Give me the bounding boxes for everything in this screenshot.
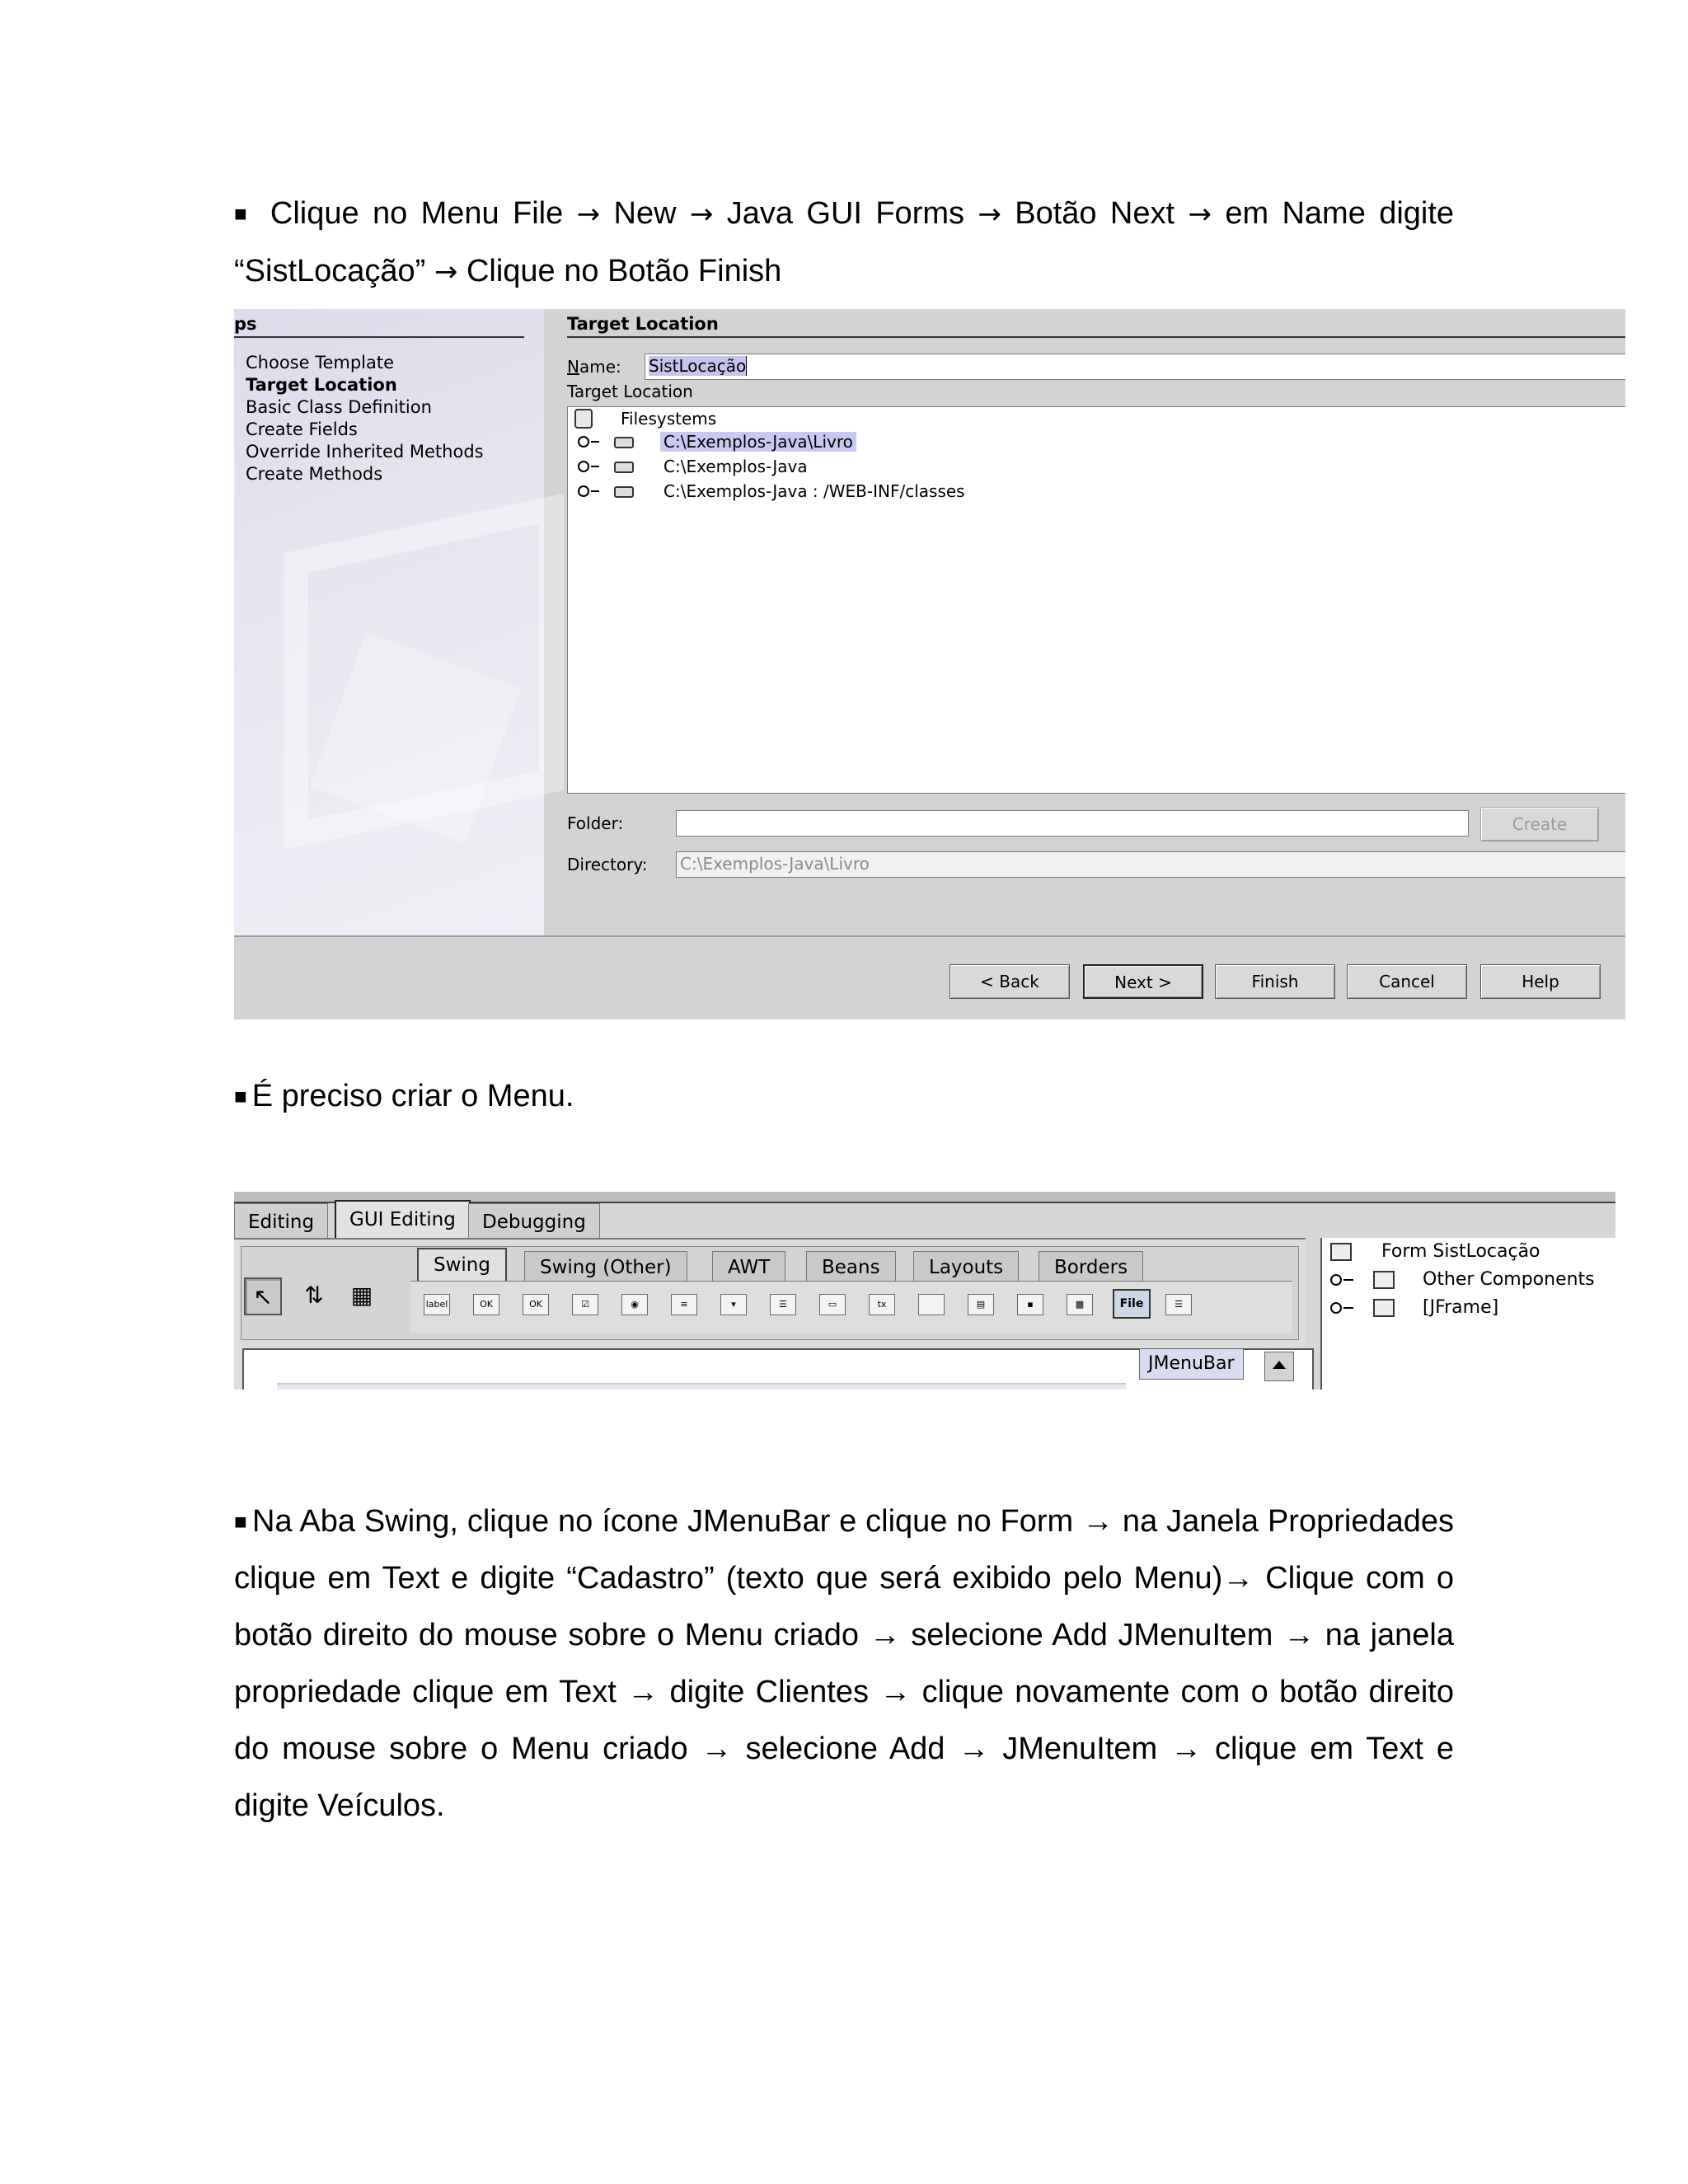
target-location-label: Target Location (567, 382, 693, 401)
directory-field: C:\Exemplos-Java\Livro (676, 851, 1625, 878)
bullet-icon: ■ (234, 1084, 247, 1108)
expand-handle-icon (578, 436, 589, 448)
bullet-icon: ■ (234, 1509, 248, 1534)
steps-title: ps (234, 314, 524, 338)
wizard-steps-panel (234, 309, 544, 935)
selection-mode-icon[interactable]: ↖ (244, 1277, 282, 1315)
expand-handle-icon (1330, 1302, 1342, 1314)
inspector-form-node[interactable]: Form SistLocação (1330, 1240, 1540, 1264)
steps-list (246, 352, 484, 485)
form-icon (1330, 1243, 1352, 1261)
divider (234, 935, 1625, 937)
step-basic-class-definition: Basic Class Definition (246, 397, 432, 417)
scroll-pane-icon[interactable]: ▩ (1067, 1294, 1093, 1315)
jmenubar-tooltip: JMenuBar (1139, 1348, 1244, 1380)
step-create-methods: Create Methods (246, 464, 383, 484)
panel-heading: Target Location (567, 314, 1625, 338)
tabbed-pane-icon[interactable]: ▤ (968, 1294, 994, 1315)
filesystems-icon (574, 409, 593, 429)
back-button[interactable]: < Back (950, 964, 1070, 999)
button-icon[interactable]: OK (473, 1294, 499, 1315)
components-icon (1373, 1271, 1395, 1289)
tree-item[interactable]: C:\Exemplos-Java : /WEB-INF/classes (574, 480, 965, 503)
arrow-icon: → (978, 198, 1001, 231)
palette-tab-swing[interactable]: Swing (417, 1248, 507, 1282)
combobox-icon[interactable]: ▾ (720, 1294, 747, 1315)
instruction-3: ■ Na Aba Swing, clique no ícone JMenuBar e clique no Form → na Janela Propriedades clique em Text e digite “Cadastro” (texto que será exibido pelo Menu)→ Clique com o botão direito do mouse sobre o Menu criado → selecione Add JMenuItem → na janela propriedade clique em Text → digite Clientes → clique novamente com o botão direito do mouse sobre o Menu criado → selecione Add → JMenuItem → clique em Text e digite Veículos. (234, 1504, 1454, 1823)
cancel-button[interactable]: Cancel (1347, 964, 1467, 999)
scrollbar-icon[interactable]: ▪ (1017, 1294, 1043, 1315)
arrow-icon: → (434, 255, 458, 288)
expand-handle-icon (578, 461, 589, 472)
bullet-icon: ■ (234, 201, 252, 226)
name-input-value: SistLocação (649, 356, 747, 376)
label-icon[interactable]: label (424, 1294, 450, 1315)
arrow-icon: → (1188, 198, 1212, 231)
instruction-2: ■ É preciso criar o Menu. (234, 1079, 574, 1113)
button-group-icon[interactable]: ≡ (671, 1294, 697, 1315)
filesystem-tree[interactable] (567, 406, 1625, 794)
palette-tab-beans[interactable]: Beans (806, 1251, 896, 1281)
tree-root[interactable]: Filesystems (574, 407, 716, 430)
name-input[interactable] (645, 354, 1625, 380)
tab-debugging[interactable]: Debugging (468, 1203, 600, 1238)
folder-input[interactable] (676, 810, 1469, 837)
palette-tab-swing-other[interactable]: Swing (Other) (524, 1251, 687, 1281)
folder-label: Folder: (567, 813, 624, 833)
checkbox-icon[interactable]: ☑ (572, 1294, 598, 1315)
arrow-icon: → (576, 198, 601, 231)
step-target-location: Target Location (246, 375, 397, 395)
palette-tab-layouts[interactable]: Layouts (913, 1251, 1019, 1281)
arrow-icon: → (689, 198, 714, 231)
new-form-wizard-screenshot (234, 309, 1625, 1019)
directory-label: Directory: (567, 855, 648, 874)
textarea-icon[interactable]: tx (869, 1294, 895, 1315)
create-button[interactable]: Create (1480, 807, 1599, 841)
gui-editing-screenshot (234, 1192, 1615, 1390)
scroll-up-arrow-icon[interactable] (1264, 1352, 1294, 1381)
popup-menu-icon[interactable]: ☰ (1165, 1294, 1192, 1315)
help-button[interactable]: Help (1480, 964, 1601, 999)
panel-icon[interactable] (918, 1294, 945, 1315)
palette-tab-awt[interactable]: AWT (712, 1251, 785, 1281)
instruction-1: ■ Clique no Menu File → New → Java GUI Forms → Botão Next → em Name digite “SistLocação” → Clique no Botão Finish (234, 196, 1455, 288)
list-icon[interactable]: ☰ (770, 1294, 796, 1315)
step-choose-template: Choose Template (246, 353, 395, 373)
radio-button-icon[interactable]: ◉ (621, 1294, 648, 1315)
palette-tab-borders[interactable]: Borders (1039, 1251, 1143, 1281)
connection-mode-icon[interactable]: ⇅ (304, 1282, 324, 1309)
inspector-node[interactable]: Other Components (1330, 1268, 1595, 1292)
textfield-icon[interactable]: ▭ (819, 1294, 846, 1315)
expand-handle-icon (1330, 1274, 1342, 1286)
drive-icon (614, 486, 634, 498)
expand-handle-icon (578, 485, 589, 497)
drive-icon (614, 437, 634, 448)
next-button[interactable]: Next > (1083, 964, 1203, 999)
step-override-inherited-methods: Override Inherited Methods (246, 442, 484, 462)
component-inspector (1320, 1238, 1615, 1390)
tree-item[interactable]: C:\Exemplos-Java\Livro (574, 430, 856, 453)
tree-item[interactable]: C:\Exemplos-Java (574, 455, 808, 478)
name-label: Name: (567, 357, 621, 377)
menubar-icon[interactable]: File (1113, 1289, 1151, 1319)
finish-button[interactable]: Finish (1215, 964, 1335, 999)
tab-editing[interactable]: Editing (234, 1203, 328, 1238)
inspector-node[interactable]: [JFrame] (1330, 1296, 1498, 1320)
tab-gui-editing[interactable]: GUI Editing (335, 1200, 471, 1240)
drive-icon (614, 462, 634, 473)
test-form-icon[interactable]: ▦ (350, 1282, 373, 1309)
form-content (277, 1383, 1126, 1390)
toggle-button-icon[interactable]: OK (523, 1294, 549, 1315)
step-create-fields: Create Fields (246, 419, 358, 439)
jframe-icon (1373, 1299, 1395, 1317)
